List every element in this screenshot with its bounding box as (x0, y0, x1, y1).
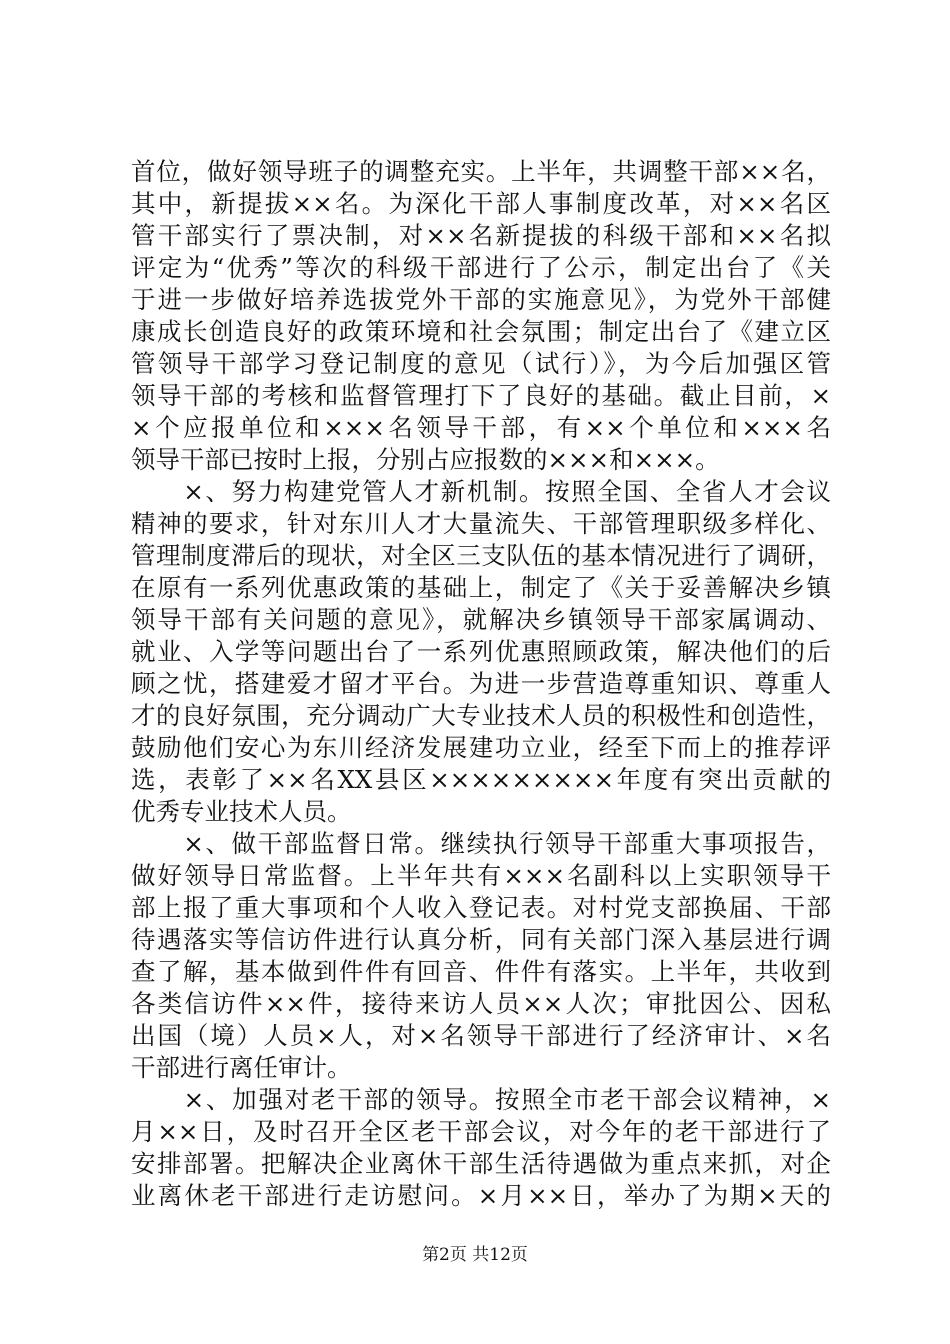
text-line: 安排部署。把解决企业离休干部生活待遇做为重点来抓，对企 (131, 1149, 831, 1178)
text-line: 查了解，基本做到件件有回音、件件有落实。上半年，共收到 (131, 957, 831, 986)
text-line: 评定为“优秀”等次的科级干部进行了公示，制定出台了《关 (131, 253, 831, 282)
text-line: 才的良好氛围，充分调动广大专业技术人员的积极性和创造性， (131, 701, 831, 730)
text-line: 管领导干部学习登记制度的意见（试行）》，为今后加强区管 (131, 349, 831, 378)
text-line: 康成长创造良好的政策环境和社会氛围；制定出台了《建立区 (131, 317, 831, 346)
text-line: 干部进行离任审计。 (131, 1053, 352, 1082)
text-line: ×、加强对老干部的领导。按照全市老干部会议精神，× (131, 1085, 831, 1114)
text-line: ×个应报单位和×××名领导干部，有××个单位和×××名 (131, 413, 831, 442)
text-line: 领导干部已按时上报，分别占应报数的×××和×××。 (131, 445, 720, 474)
text-line: ×、努力构建党管人才新机制。按照全国、全省人才会议 (131, 477, 831, 506)
text-line: 管干部实行了票决制，对××名新提拔的科级干部和××名拟 (131, 221, 831, 250)
text-line: 选，表彰了××名XX县区×××××××××年度有突出贡献的 (131, 765, 831, 794)
text-line: 业离休老干部进行走访慰问。×月××日，举办了为期×天的 (131, 1181, 831, 1210)
text-line: 鼓励他们安心为东川经济发展建功立业，经至下而上的推荐评 (131, 733, 831, 762)
text-line: 待遇落实等信访件进行认真分析，同有关部门深入基层进行调 (131, 925, 831, 954)
text-line: 优秀专业技术人员。 (131, 797, 352, 826)
text-line: 领导干部的考核和监督管理打下了良好的基础。截止目前，× (131, 381, 831, 410)
text-line: 部上报了重大事项和个人收入登记表。对村党支部换届、干部 (131, 893, 831, 922)
text-line: 于进一步做好培养选拔党外干部的实施意见》，为党外干部健 (131, 285, 831, 314)
text-line: ×、做干部监督日常。继续执行领导干部重大事项报告， (131, 829, 831, 858)
text-line: 月××日，及时召开全区老干部会议，对今年的老干部进行了 (131, 1117, 831, 1146)
page-footer: 第2页 共12页 (422, 1245, 528, 1265)
text-line: 领导干部有关问题的意见》，就解决乡镇领导干部家属调动、 (131, 605, 831, 634)
text-line: 出国（境）人员×人，对×名领导干部进行了经济审计、×名 (131, 1021, 831, 1050)
text-line: 做好领导日常监督。上半年共有×××名副科以上实职领导干 (131, 861, 831, 890)
text-line: 首位，做好领导班子的调整充实。上半年，共调整干部××名， (131, 157, 831, 186)
text-line: 在原有一系列优惠政策的基础上，制定了《关于妥善解决乡镇 (131, 573, 831, 602)
text-line: 顾之忧，搭建爱才留才平台。为进一步营造尊重知识、尊重人 (131, 669, 831, 698)
text-line: 精神的要求，针对东川人才大量流失、干部管理职级多样化、 (131, 509, 831, 538)
text-line: 各类信访件××件，接待来访人员××人次；审批因公、因私 (131, 989, 831, 1018)
body-text (131, 156, 831, 1212)
text-line: 其中，新提拔××名。为深化干部人事制度改革，对××名区 (131, 189, 831, 218)
text-line: 管理制度滞后的现状，对全区三支队伍的基本情况进行了调研， (131, 541, 831, 570)
text-line: 就业、入学等问题出台了一系列优惠照顾政策，解决他们的后 (131, 637, 831, 666)
